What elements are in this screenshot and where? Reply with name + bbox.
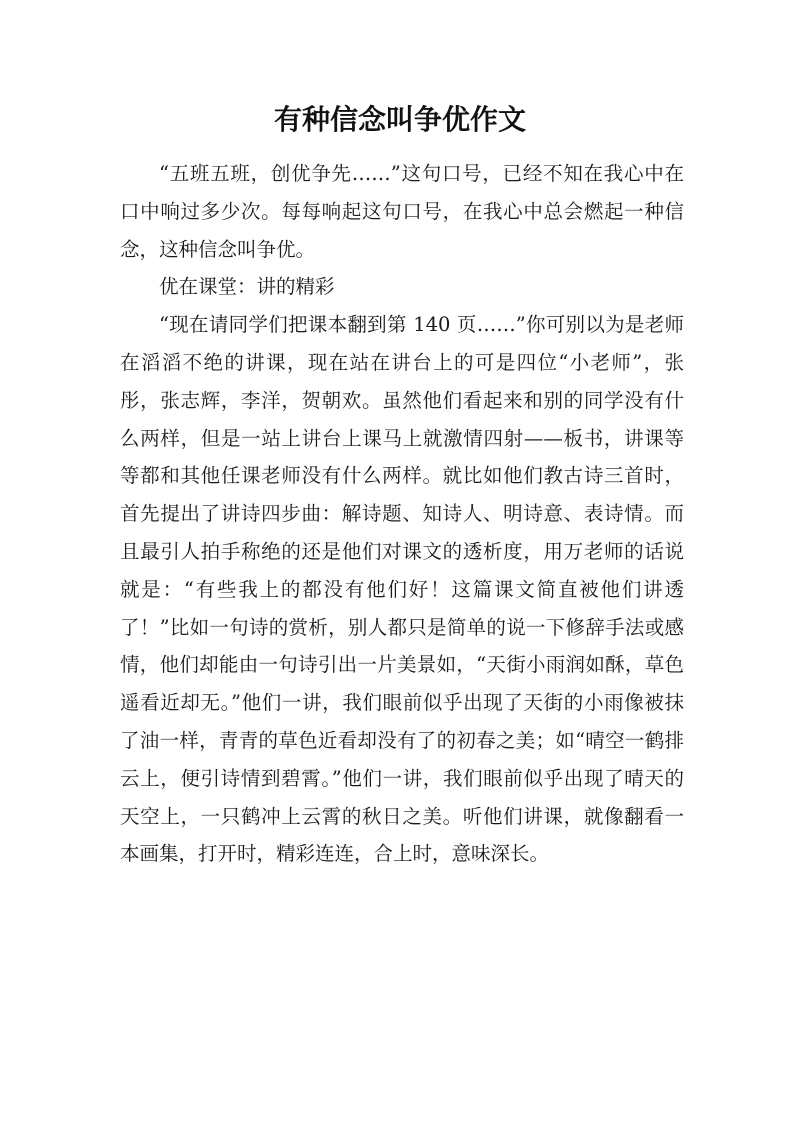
document-title: 有种信念叫争优作文 [273, 103, 526, 136]
document-body [120, 155, 684, 873]
intro-paragraph: “五班五班，创优争先……”这句口号，已经不知在我心中在口中响过多少次。每每响起这句口号，在我心中总会燃起一种信念，这种信念叫争优。 [120, 162, 684, 261]
section-heading: 优在课堂：讲的精彩 [159, 275, 335, 299]
body-paragraph: “现在请同学们把课本翻到第 140 页……”你可别以为是老师在滔滔不绝的讲课，现在站在讲台上的可是四位“小老师”，张彤，张志辉，李洋，贺朝欢。虽然他们看起来和别的同学没有什么两样，但是一站上讲台上课马上就激情四射——板书，讲课等等都和其他任课老师没有什么两样。就比如他们教古诗三首时，首先提出了讲诗四步曲：解诗题、知诗人、明诗意、表诗情。而且最引人拍手称绝的还是他们对课文的透析度，用万老师的话说就是：“有些我上的都没有他们好！这篇课文简直被他们讲透了！”比如一句诗的赏析，别人都只是简单的说一下修辞手法或感情，他们却能由一句诗引出一片美景如，“天街小雨润如酥，草色遥看近却无。”他们一讲，我们眼前似乎出现了天街的小雨像被抹了油一样，青青的草色近看却没有了的初春之美；如“晴空一鹤排云上，便引诗情到碧霄。”他们一讲，我们眼前似乎出现了晴天的天空上，一只鹤冲上云霄的秋日之美。听他们讲课，就像翻看一本画集，打开时，精彩连连，合上时，意味深长。 [120, 313, 684, 866]
